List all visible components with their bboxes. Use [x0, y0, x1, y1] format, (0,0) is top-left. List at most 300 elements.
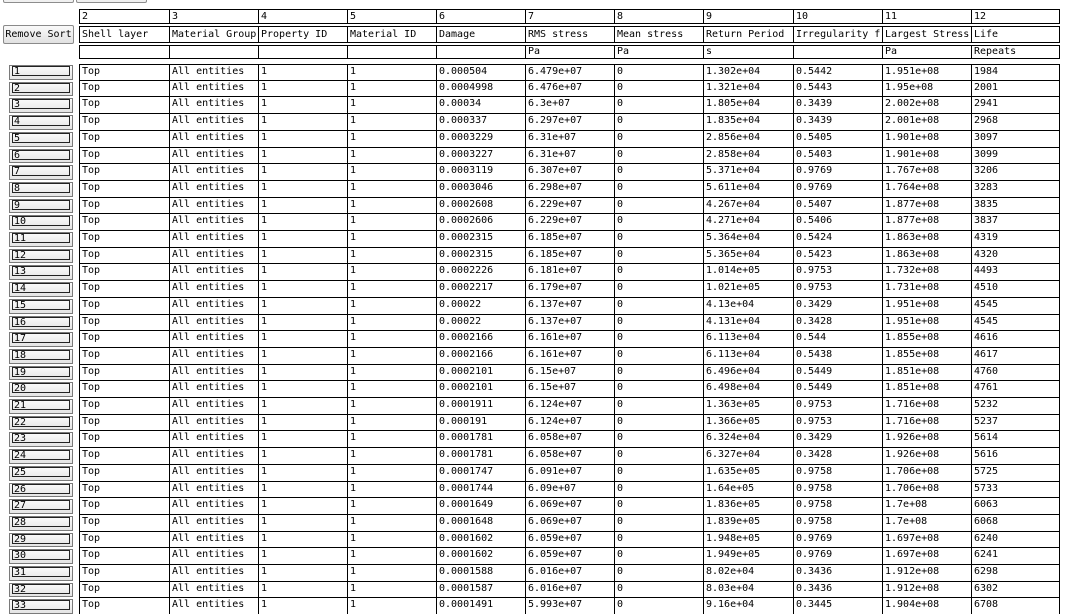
table-cell[interactable]: 0: [614, 415, 703, 431]
row-header-button[interactable]: [9, 265, 73, 280]
row-header-button[interactable]: [9, 566, 73, 581]
table-cell[interactable]: 6.185e+07: [525, 231, 614, 248]
table-cell[interactable]: 0: [614, 331, 703, 348]
table-cell[interactable]: 6241: [971, 548, 1060, 565]
table-cell[interactable]: 0: [614, 281, 703, 298]
table-cell[interactable]: 0: [614, 315, 703, 331]
table-cell[interactable]: 3097: [971, 131, 1060, 148]
table-cell[interactable]: All entities: [169, 565, 258, 582]
table-cell[interactable]: 0: [614, 431, 703, 448]
row-header-button[interactable]: [9, 533, 73, 547]
table-cell[interactable]: 5.365e+04: [703, 248, 793, 264]
table-cell[interactable]: All entities: [169, 131, 258, 148]
table-cell[interactable]: 1: [258, 582, 347, 598]
table-cell[interactable]: 1.014e+05: [703, 264, 793, 281]
table-cell[interactable]: Top: [79, 114, 169, 131]
table-cell[interactable]: 1.836e+05: [703, 498, 793, 515]
table-cell[interactable]: 6.091e+07: [525, 465, 614, 482]
table-cell[interactable]: All entities: [169, 298, 258, 315]
table-cell[interactable]: 1.95e+08: [882, 81, 971, 97]
table-cell[interactable]: 4617: [971, 348, 1060, 365]
table-cell[interactable]: 0.0001602: [436, 532, 525, 548]
table-cell[interactable]: 5237: [971, 415, 1060, 431]
table-cell[interactable]: 6.15e+07: [525, 365, 614, 381]
column-title-header[interactable]: Return Period: [703, 26, 793, 43]
table-cell[interactable]: 4510: [971, 281, 1060, 298]
table-cell[interactable]: 6298: [971, 565, 1060, 582]
table-cell[interactable]: 6.498e+04: [703, 381, 793, 398]
table-cell[interactable]: All entities: [169, 515, 258, 532]
table-cell[interactable]: Top: [79, 181, 169, 198]
table-cell[interactable]: 4545: [971, 298, 1060, 315]
table-cell[interactable]: 0: [614, 598, 703, 614]
column-number-header[interactable]: 8: [614, 9, 703, 24]
column-number-header[interactable]: 9: [703, 9, 793, 24]
table-cell[interactable]: 0.3428: [793, 315, 882, 331]
table-cell[interactable]: 6.161e+07: [525, 348, 614, 365]
table-cell[interactable]: All entities: [169, 498, 258, 515]
table-cell[interactable]: 1.951e+08: [882, 315, 971, 331]
table-cell[interactable]: 4545: [971, 315, 1060, 331]
table-cell[interactable]: 0.9753: [793, 264, 882, 281]
table-cell[interactable]: 6.496e+04: [703, 365, 793, 381]
table-cell[interactable]: 0.000504: [436, 64, 525, 81]
table-cell[interactable]: 6302: [971, 582, 1060, 598]
table-cell[interactable]: 1: [258, 64, 347, 81]
table-cell[interactable]: 1.64e+05: [703, 482, 793, 498]
table-cell[interactable]: 0.0002608: [436, 198, 525, 214]
table-cell[interactable]: 1: [258, 81, 347, 97]
table-cell[interactable]: All entities: [169, 415, 258, 431]
table-cell[interactable]: Top: [79, 81, 169, 97]
table-cell[interactable]: 0: [614, 131, 703, 148]
column-title-header[interactable]: Material Group: [169, 26, 258, 43]
table-cell[interactable]: 0.3445: [793, 598, 882, 614]
table-cell[interactable]: 1: [258, 565, 347, 582]
table-cell[interactable]: 1: [347, 582, 436, 598]
row-header-button[interactable]: [9, 483, 73, 497]
table-cell[interactable]: 0.3436: [793, 582, 882, 598]
table-cell[interactable]: 2.858e+04: [703, 148, 793, 164]
table-cell[interactable]: All entities: [169, 482, 258, 498]
table-cell[interactable]: 0.000337: [436, 114, 525, 131]
table-cell[interactable]: 1.7e+08: [882, 498, 971, 515]
table-cell[interactable]: 0.0003119: [436, 164, 525, 181]
table-cell[interactable]: 1: [347, 164, 436, 181]
table-cell[interactable]: All entities: [169, 365, 258, 381]
table-cell[interactable]: 1: [258, 498, 347, 515]
table-cell[interactable]: 0.0002166: [436, 348, 525, 365]
table-cell[interactable]: 0.000191: [436, 415, 525, 431]
table-cell[interactable]: 1: [258, 381, 347, 398]
table-cell[interactable]: 1: [347, 348, 436, 365]
table-cell[interactable]: 6.15e+07: [525, 381, 614, 398]
table-cell[interactable]: 2.856e+04: [703, 131, 793, 148]
table-cell[interactable]: 1: [347, 97, 436, 114]
table-cell[interactable]: All entities: [169, 81, 258, 97]
table-cell[interactable]: 0: [614, 448, 703, 465]
table-cell[interactable]: Top: [79, 515, 169, 532]
column-title-header[interactable]: Largest Stress: [882, 26, 971, 43]
table-cell[interactable]: 0: [614, 114, 703, 131]
table-cell[interactable]: 1.901e+08: [882, 131, 971, 148]
table-cell[interactable]: 1.839e+05: [703, 515, 793, 532]
table-cell[interactable]: 6068: [971, 515, 1060, 532]
table-cell[interactable]: Top: [79, 214, 169, 231]
table-cell[interactable]: 0.0001588: [436, 565, 525, 582]
table-cell[interactable]: 6.324e+04: [703, 431, 793, 448]
table-cell[interactable]: 1.366e+05: [703, 415, 793, 431]
table-cell[interactable]: 1: [347, 315, 436, 331]
table-cell[interactable]: Top: [79, 298, 169, 315]
column-number-header[interactable]: 6: [436, 9, 525, 24]
row-header-button[interactable]: [9, 65, 73, 80]
table-cell[interactable]: 1.635e+05: [703, 465, 793, 482]
table-cell[interactable]: 3835: [971, 198, 1060, 214]
table-cell[interactable]: 1: [347, 431, 436, 448]
table-cell[interactable]: 1: [347, 398, 436, 415]
table-cell[interactable]: 4760: [971, 365, 1060, 381]
column-title-header[interactable]: Shell layer: [79, 26, 169, 43]
remove-sort-button[interactable]: Remove Sort: [3, 25, 74, 44]
table-cell[interactable]: 0.00022: [436, 315, 525, 331]
table-cell[interactable]: 0: [614, 498, 703, 515]
table-cell[interactable]: 0.0003046: [436, 181, 525, 198]
table-cell[interactable]: 0.5405: [793, 131, 882, 148]
table-cell[interactable]: 8.02e+04: [703, 565, 793, 582]
table-cell[interactable]: 0.0001781: [436, 448, 525, 465]
table-cell[interactable]: 0.0003229: [436, 131, 525, 148]
table-cell[interactable]: Top: [79, 498, 169, 515]
table-cell[interactable]: 9.16e+04: [703, 598, 793, 614]
table-cell[interactable]: 1.901e+08: [882, 148, 971, 164]
table-cell[interactable]: 1: [347, 465, 436, 482]
table-cell[interactable]: 0.3436: [793, 565, 882, 582]
table-cell[interactable]: All entities: [169, 164, 258, 181]
table-cell[interactable]: 6.327e+04: [703, 448, 793, 465]
table-cell[interactable]: 6.058e+07: [525, 431, 614, 448]
table-cell[interactable]: 1: [347, 214, 436, 231]
table-cell[interactable]: Top: [79, 331, 169, 348]
row-header-button[interactable]: [9, 432, 73, 447]
table-cell[interactable]: 1: [258, 598, 347, 614]
table-cell[interactable]: All entities: [169, 281, 258, 298]
table-cell[interactable]: 4.13e+04: [703, 298, 793, 315]
table-cell[interactable]: 1.697e+08: [882, 548, 971, 565]
table-cell[interactable]: Top: [79, 431, 169, 448]
row-header-button[interactable]: [9, 182, 73, 197]
table-cell[interactable]: 0.5449: [793, 365, 882, 381]
table-cell[interactable]: 1: [258, 398, 347, 415]
table-cell[interactable]: 1.926e+08: [882, 431, 971, 448]
table-cell[interactable]: 0.0001781: [436, 431, 525, 448]
table-cell[interactable]: 1.764e+08: [882, 181, 971, 198]
table-cell[interactable]: 4761: [971, 381, 1060, 398]
row-header-button[interactable]: [9, 132, 73, 147]
table-cell[interactable]: 1: [258, 448, 347, 465]
row-header-button[interactable]: [9, 366, 73, 380]
column-title-header[interactable]: RMS stress: [525, 26, 614, 43]
table-cell[interactable]: 1.7e+08: [882, 515, 971, 532]
table-cell[interactable]: 0: [614, 298, 703, 315]
table-cell[interactable]: 1: [258, 231, 347, 248]
table-cell[interactable]: All entities: [169, 348, 258, 365]
table-cell[interactable]: 0: [614, 198, 703, 214]
table-cell[interactable]: 0.3439: [793, 114, 882, 131]
table-cell[interactable]: All entities: [169, 181, 258, 198]
table-cell[interactable]: 0.3428: [793, 448, 882, 465]
table-cell[interactable]: Top: [79, 198, 169, 214]
table-cell[interactable]: 0.0001744: [436, 482, 525, 498]
table-cell[interactable]: 1.363e+05: [703, 398, 793, 415]
table-cell[interactable]: 0.0002315: [436, 231, 525, 248]
row-header-button[interactable]: [9, 416, 73, 430]
table-cell[interactable]: 1: [258, 214, 347, 231]
row-header-button[interactable]: [9, 466, 73, 481]
row-header-button[interactable]: [9, 299, 73, 314]
table-cell[interactable]: 1: [258, 131, 347, 148]
table-cell[interactable]: 0: [614, 565, 703, 582]
row-header-button[interactable]: [9, 249, 73, 263]
table-cell[interactable]: 0.0002166: [436, 331, 525, 348]
table-cell[interactable]: 1.855e+08: [882, 331, 971, 348]
table-cell[interactable]: 1: [258, 264, 347, 281]
table-cell[interactable]: 0.9753: [793, 281, 882, 298]
row-header-button[interactable]: [9, 499, 73, 514]
table-cell[interactable]: 0.5403: [793, 148, 882, 164]
table-cell[interactable]: 1: [258, 548, 347, 565]
table-cell[interactable]: All entities: [169, 582, 258, 598]
table-cell[interactable]: 0: [614, 381, 703, 398]
table-cell[interactable]: All entities: [169, 532, 258, 548]
table-cell[interactable]: 1: [347, 131, 436, 148]
table-cell[interactable]: 1: [258, 198, 347, 214]
table-cell[interactable]: 0: [614, 398, 703, 415]
table-cell[interactable]: 1.877e+08: [882, 198, 971, 214]
table-cell[interactable]: 0.9758: [793, 515, 882, 532]
table-cell[interactable]: 4.131e+04: [703, 315, 793, 331]
column-number-header[interactable]: 10: [793, 9, 882, 24]
table-cell[interactable]: 1.948e+05: [703, 532, 793, 548]
table-cell[interactable]: 6.069e+07: [525, 498, 614, 515]
table-cell[interactable]: 1: [347, 381, 436, 398]
table-cell[interactable]: Top: [79, 532, 169, 548]
table-cell[interactable]: 8.03e+04: [703, 582, 793, 598]
table-cell[interactable]: 0.0001649: [436, 498, 525, 515]
table-cell[interactable]: All entities: [169, 331, 258, 348]
table-cell[interactable]: 1: [347, 64, 436, 81]
table-cell[interactable]: 1.912e+08: [882, 582, 971, 598]
table-cell[interactable]: Top: [79, 97, 169, 114]
table-cell[interactable]: 0: [614, 515, 703, 532]
table-cell[interactable]: 0.0002101: [436, 365, 525, 381]
table-cell[interactable]: 6.298e+07: [525, 181, 614, 198]
table-cell[interactable]: 4616: [971, 331, 1060, 348]
table-cell[interactable]: 0: [614, 465, 703, 482]
table-cell[interactable]: 1.697e+08: [882, 532, 971, 548]
table-cell[interactable]: 0: [614, 532, 703, 548]
table-cell[interactable]: All entities: [169, 248, 258, 264]
table-cell[interactable]: 1.767e+08: [882, 164, 971, 181]
table-cell[interactable]: 1: [258, 331, 347, 348]
table-cell[interactable]: Top: [79, 582, 169, 598]
table-cell[interactable]: 0.0001491: [436, 598, 525, 614]
table-cell[interactable]: 4.271e+04: [703, 214, 793, 231]
table-cell[interactable]: 1: [347, 81, 436, 97]
table-cell[interactable]: 2.001e+08: [882, 114, 971, 131]
table-cell[interactable]: 0.0001648: [436, 515, 525, 532]
row-header-button[interactable]: [9, 115, 73, 130]
table-cell[interactable]: 1.912e+08: [882, 565, 971, 582]
table-cell[interactable]: 0.9769: [793, 181, 882, 198]
table-cell[interactable]: Top: [79, 565, 169, 582]
table-cell[interactable]: 1.706e+08: [882, 465, 971, 482]
table-cell[interactable]: 1.732e+08: [882, 264, 971, 281]
table-cell[interactable]: 6.476e+07: [525, 81, 614, 97]
table-cell[interactable]: 0.0002606: [436, 214, 525, 231]
table-cell[interactable]: 3837: [971, 214, 1060, 231]
table-cell[interactable]: Top: [79, 148, 169, 164]
table-cell[interactable]: 0.9758: [793, 482, 882, 498]
table-cell[interactable]: 0.0002101: [436, 381, 525, 398]
table-cell[interactable]: 6.229e+07: [525, 214, 614, 231]
table-cell[interactable]: 0.5443: [793, 81, 882, 97]
table-cell[interactable]: 1: [347, 482, 436, 498]
table-cell[interactable]: 1.731e+08: [882, 281, 971, 298]
table-cell[interactable]: 6.179e+07: [525, 281, 614, 298]
row-header-button[interactable]: [9, 349, 73, 364]
table-cell[interactable]: 0.9758: [793, 498, 882, 515]
table-cell[interactable]: 5.611e+04: [703, 181, 793, 198]
table-cell[interactable]: 5733: [971, 482, 1060, 498]
row-header-button[interactable]: [9, 82, 73, 96]
table-cell[interactable]: 5.993e+07: [525, 598, 614, 614]
row-header-button[interactable]: [9, 516, 73, 531]
table-cell[interactable]: 0: [614, 264, 703, 281]
table-cell[interactable]: 4493: [971, 264, 1060, 281]
row-header-button[interactable]: [9, 232, 73, 247]
table-cell[interactable]: 4.267e+04: [703, 198, 793, 214]
table-cell[interactable]: 0.5423: [793, 248, 882, 264]
table-cell[interactable]: 1: [258, 482, 347, 498]
table-cell[interactable]: Top: [79, 348, 169, 365]
column-number-header[interactable]: 5: [347, 9, 436, 24]
table-cell[interactable]: 1.855e+08: [882, 348, 971, 365]
toolbar-button[interactable]: [76, 0, 147, 3]
table-cell[interactable]: 0.00022: [436, 298, 525, 315]
table-cell[interactable]: 1: [258, 415, 347, 431]
table-cell[interactable]: 0.9769: [793, 532, 882, 548]
table-cell[interactable]: Top: [79, 248, 169, 264]
table-cell[interactable]: 1: [258, 164, 347, 181]
table-cell[interactable]: 1.706e+08: [882, 482, 971, 498]
table-cell[interactable]: 1: [258, 431, 347, 448]
table-cell[interactable]: 1: [258, 114, 347, 131]
table-cell[interactable]: 1.877e+08: [882, 214, 971, 231]
column-number-header[interactable]: 3: [169, 9, 258, 24]
table-cell[interactable]: 0: [614, 64, 703, 81]
table-cell[interactable]: 1: [347, 365, 436, 381]
table-cell[interactable]: Top: [79, 164, 169, 181]
table-cell[interactable]: 6.181e+07: [525, 264, 614, 281]
row-header-button[interactable]: [9, 215, 73, 230]
table-cell[interactable]: All entities: [169, 398, 258, 415]
table-cell[interactable]: 0.9753: [793, 398, 882, 415]
table-cell[interactable]: 0.3439: [793, 97, 882, 114]
row-header-button[interactable]: [9, 282, 73, 297]
table-cell[interactable]: 1: [347, 415, 436, 431]
row-header-button[interactable]: [9, 316, 73, 330]
table-cell[interactable]: 1.835e+04: [703, 114, 793, 131]
table-cell[interactable]: 1: [258, 298, 347, 315]
table-cell[interactable]: 1.021e+05: [703, 281, 793, 298]
table-cell[interactable]: 1.716e+08: [882, 398, 971, 415]
table-cell[interactable]: All entities: [169, 264, 258, 281]
table-cell[interactable]: All entities: [169, 231, 258, 248]
table-cell[interactable]: 6.069e+07: [525, 515, 614, 532]
table-cell[interactable]: All entities: [169, 198, 258, 214]
table-cell[interactable]: 0.544: [793, 331, 882, 348]
column-number-header[interactable]: 4: [258, 9, 347, 24]
table-cell[interactable]: 6.31e+07: [525, 148, 614, 164]
table-cell[interactable]: All entities: [169, 97, 258, 114]
table-cell[interactable]: 0.5407: [793, 198, 882, 214]
table-cell[interactable]: 1: [258, 365, 347, 381]
table-cell[interactable]: 1: [347, 598, 436, 614]
table-cell[interactable]: 2001: [971, 81, 1060, 97]
table-cell[interactable]: 6.229e+07: [525, 198, 614, 214]
table-cell[interactable]: 3099: [971, 148, 1060, 164]
table-cell[interactable]: 0.5442: [793, 64, 882, 81]
table-cell[interactable]: 5614: [971, 431, 1060, 448]
table-cell[interactable]: 1: [347, 198, 436, 214]
row-header-button[interactable]: [9, 165, 73, 180]
table-cell[interactable]: 5.371e+04: [703, 164, 793, 181]
column-title-header[interactable]: Property ID: [258, 26, 347, 43]
table-cell[interactable]: 0: [614, 482, 703, 498]
table-cell[interactable]: Top: [79, 381, 169, 398]
table-cell[interactable]: 1: [347, 148, 436, 164]
table-cell[interactable]: All entities: [169, 448, 258, 465]
row-header-button[interactable]: [9, 449, 73, 464]
table-cell[interactable]: 6.31e+07: [525, 131, 614, 148]
table-cell[interactable]: 0.0001602: [436, 548, 525, 565]
table-cell[interactable]: 1: [347, 548, 436, 565]
table-cell[interactable]: 1.951e+08: [882, 298, 971, 315]
table-cell[interactable]: 0.9769: [793, 548, 882, 565]
table-cell[interactable]: 1.863e+08: [882, 248, 971, 264]
table-cell[interactable]: 1: [347, 281, 436, 298]
row-header-button[interactable]: [9, 399, 73, 414]
table-cell[interactable]: 6708: [971, 598, 1060, 614]
table-cell[interactable]: 5.364e+04: [703, 231, 793, 248]
column-number-header[interactable]: 12: [971, 9, 1060, 24]
table-cell[interactable]: All entities: [169, 148, 258, 164]
table-cell[interactable]: Top: [79, 231, 169, 248]
table-cell[interactable]: All entities: [169, 431, 258, 448]
table-cell[interactable]: 1: [258, 281, 347, 298]
table-cell[interactable]: 1.926e+08: [882, 448, 971, 465]
table-cell[interactable]: 0: [614, 148, 703, 164]
table-cell[interactable]: All entities: [169, 548, 258, 565]
table-cell[interactable]: 1: [347, 231, 436, 248]
table-cell[interactable]: 6.059e+07: [525, 532, 614, 548]
table-cell[interactable]: 1: [347, 114, 436, 131]
table-cell[interactable]: 0.0001747: [436, 465, 525, 482]
column-title-header[interactable]: Damage: [436, 26, 525, 43]
table-cell[interactable]: 1: [347, 298, 436, 315]
table-cell[interactable]: 6.113e+04: [703, 348, 793, 365]
